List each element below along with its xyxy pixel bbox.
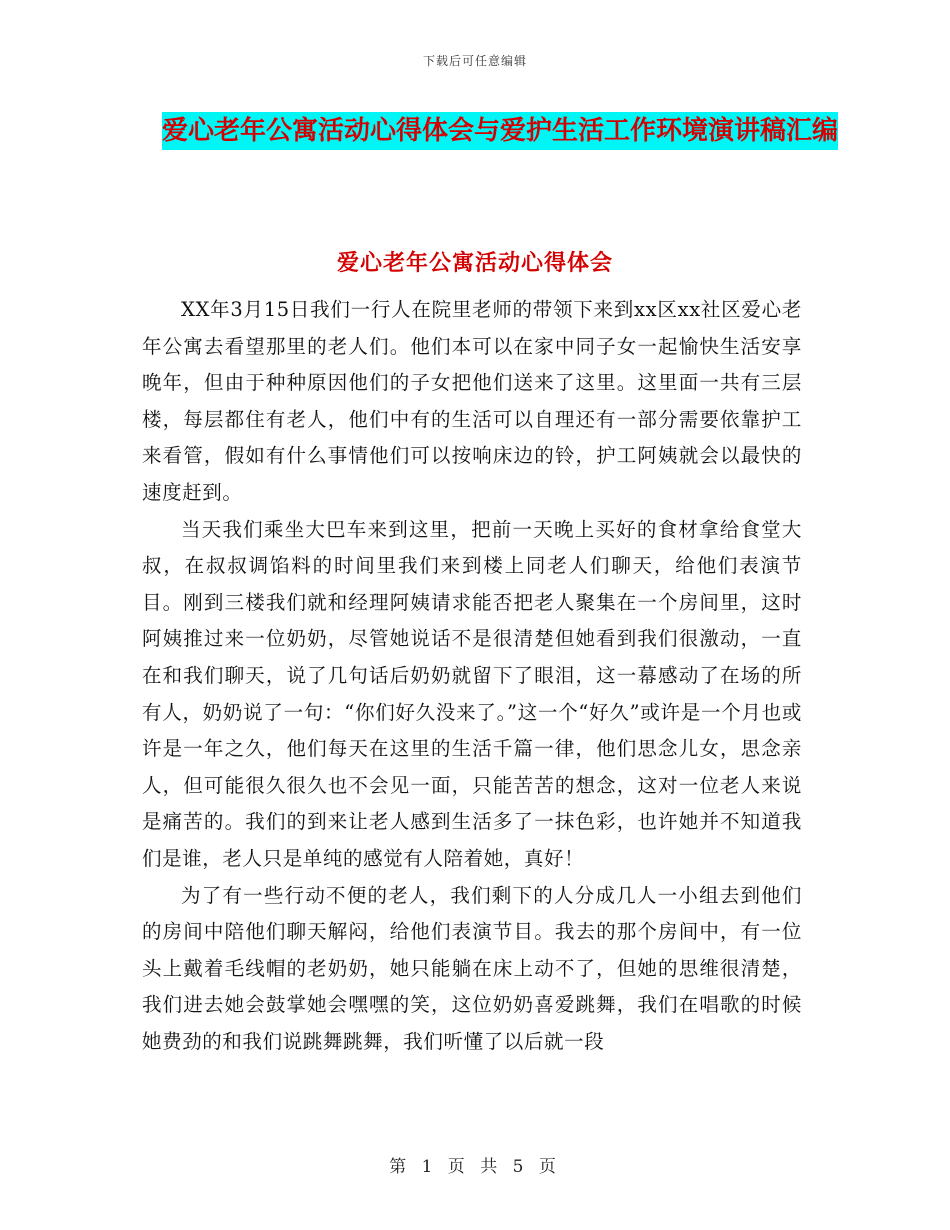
section-title: 爱心老年公寓活动心得体会 (336, 251, 613, 276)
document-title (150, 108, 850, 154)
header-note: 下载后可任意编辑 (422, 54, 527, 68)
document-title-text: 爱心老年公寓活动心得体会与爱护生活工作环境演讲稿汇编 (162, 112, 838, 150)
page-number: 第 1 页 共 5 页 (389, 1157, 561, 1177)
document-body (142, 292, 802, 1060)
paragraph: XX年3月15日我们一行人在院里老师的带领下来到xx区xx社区爱心老年公寓去看望那里的老人们。他们本可以在家中同子女一起愉快生活安享晚年，但由于种种原因他们的子女把他们送来了这里。这里面一共有三层楼，每层都住有老人，他们中有的生活可以自理还有一部分需要依靠护工来看管，假如有什么事情他们可以按响床边的铃，护工阿姨就会以最快的速度赶到。 (142, 298, 802, 504)
paragraph: 为了有一些行动不便的老人，我们剩下的人分成几人一小组去到他们的房间中陪他们聊天解闷，给他们表演节目。我去的那个房间中，有一位头上戴着毛线帽的老奶奶，她只能躺在床上动不了，但她的思维很清楚，我们进去她会鼓掌她会嘿嘿的笑，这位奶奶喜爱跳舞，我们在唱歌的时候她费劲的和我们说跳舞跳舞，我们听懂了以后就一段 (142, 883, 802, 1053)
paragraph: 当天我们乘坐大巴车来到这里，把前一天晚上买好的食材拿给食堂大叔，在叔叔调馅料的时间里我们来到楼上同老人们聊天，给他们表演节目。刚到三楼我们就和经理阿姨请求能否把老人聚集在一个房间里，这时阿姨推过来一位奶奶，尽管她说话不是很清楚但她看到我们很激动，一直在和我们聊天，说了几句话后奶奶就留下了眼泪，这一幕感动了在场的所有人，奶奶说了一句：“你们好久没来了。”这一个“好久”或许是一个月也或许是一年之久，他们每天在这里的生活千篇一律，他们思念儿女，思念亲人，但可能很久很久也不会见一面，只能苦苦的想念，这对一位老人来说是痛苦的。我们的到来让老人感到生活多了一抹色彩，也许她并不知道我们是谁，老人只是单纯的感觉有人陪着她，真好！ (142, 517, 802, 870)
